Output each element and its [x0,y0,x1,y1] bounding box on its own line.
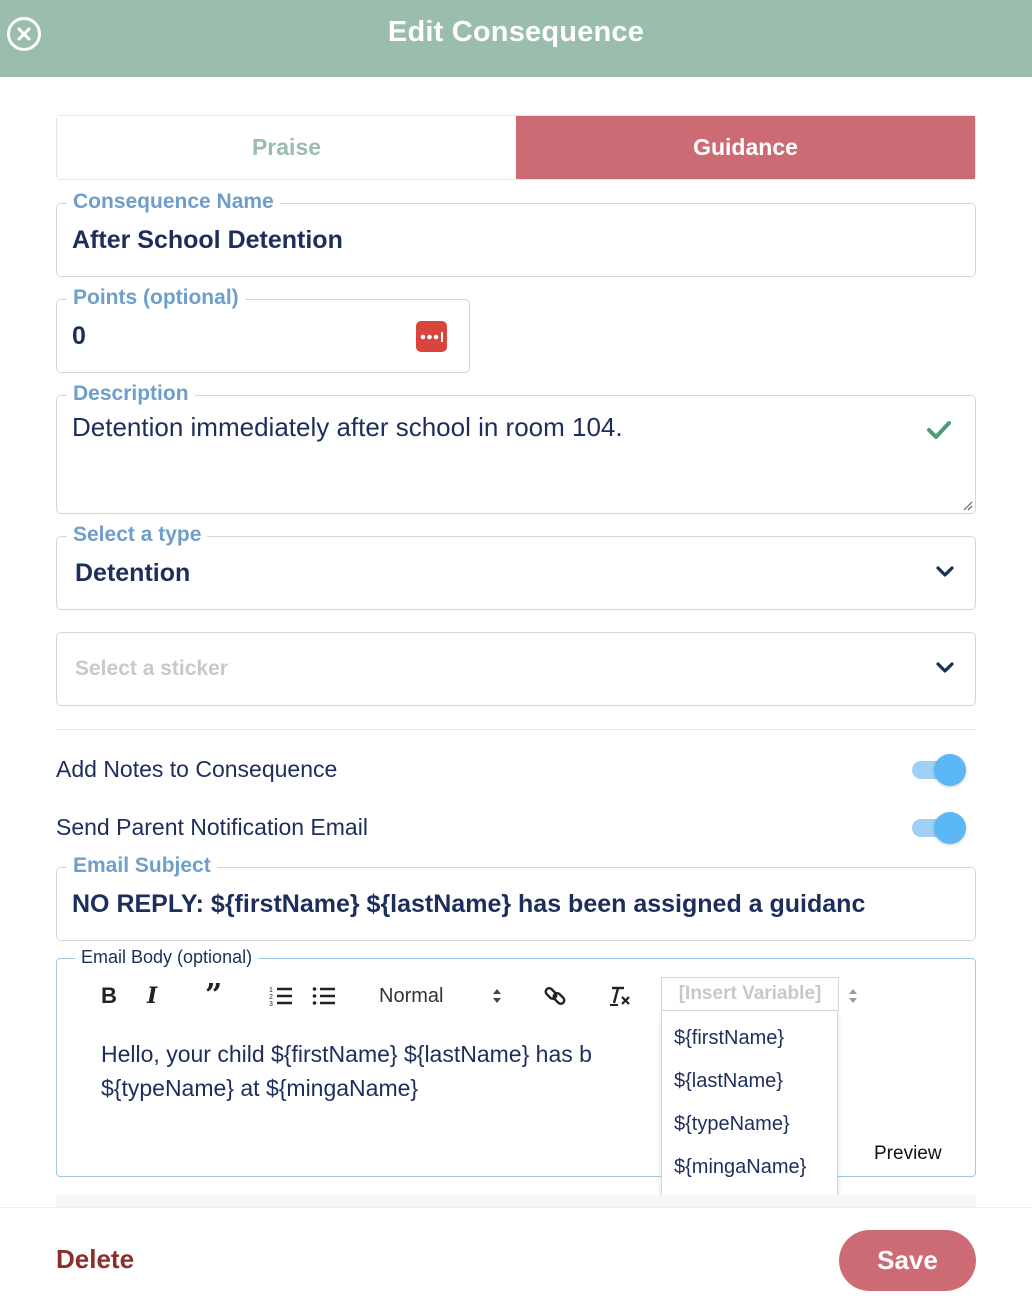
link-icon [543,984,567,1008]
bullet-list-icon [312,985,336,1007]
header-bar [0,0,1032,77]
svg-text:2: 2 [269,994,273,1001]
ordered-list-button[interactable] [269,983,293,1009]
points-input[interactable]: 0 [72,322,86,350]
chevron-down-icon [935,565,955,579]
clear-format-icon [608,984,632,1008]
section-divider [56,729,976,730]
bullet-list-button[interactable] [312,983,336,1009]
sticker-select-placeholder: Select a sticker [75,657,228,680]
heading-select[interactable]: Normal [379,984,444,1007]
points-field[interactable] [56,286,470,373]
description-label: Description [67,382,195,406]
points-label: Points (optional) [67,286,245,310]
email-subject-label: Email Subject [67,854,217,878]
parent-email-row [56,808,976,848]
add-notes-row [56,750,976,790]
email-subject-input[interactable]: NO REPLY: ${firstName} ${lastName} has been assigned a guidanc [72,890,866,918]
resize-handle-icon[interactable] [961,499,973,511]
check-icon [927,420,951,440]
link-button[interactable] [543,983,567,1009]
password-manager-icon[interactable] [416,321,447,352]
preview-button[interactable]: Preview [874,1143,942,1164]
add-notes-label: Add Notes to Consequence [56,756,338,782]
footer-bar [0,1207,1032,1308]
variable-option[interactable]: ${typeName} [674,1113,790,1135]
tab-praise[interactable]: Praise [57,116,516,179]
toggle-knob [934,812,966,844]
consequence-name-input[interactable]: After School Detention [72,226,343,254]
email-body-line: ${typeName} at ${mingaName} [101,1075,419,1101]
clear-format-button[interactable] [608,983,632,1009]
tab-bar [56,115,976,180]
ordered-list-icon [269,985,293,1007]
delete-button[interactable]: Delete [56,1244,135,1274]
variable-option[interactable]: ${mingaName} [674,1156,807,1178]
parent-email-toggle[interactable] [912,815,966,841]
insert-variable-dropdown [661,1011,838,1207]
sticker-select[interactable] [56,632,976,706]
tab-guidance[interactable]: Guidance [516,116,975,179]
type-select[interactable] [56,523,976,610]
insert-variable-select[interactable]: [Insert Variable] [661,977,839,1011]
svg-text:3: 3 [269,1001,273,1008]
chevron-down-icon [935,661,955,675]
sort-arrows-icon [491,987,503,1005]
description-field[interactable] [56,382,976,514]
blockquote-button[interactable]: ” [205,978,223,1013]
type-select-value: Detention [75,559,191,587]
page-title: Edit Consequence [387,16,645,48]
bold-button[interactable]: B [101,983,117,1008]
sort-arrows-icon [847,987,859,1005]
consequence-name-field[interactable] [56,190,976,277]
insert-variable-arrows[interactable] [847,983,859,1009]
svg-text:1: 1 [269,987,273,994]
add-notes-toggle[interactable] [912,757,966,783]
italic-button[interactable]: I [147,983,158,1009]
description-textarea[interactable]: Detention immediately after school in room 104. [72,412,623,442]
save-button[interactable]: Save [839,1230,976,1291]
email-body-content[interactable] [101,1037,592,1105]
email-body-line: Hello, your child ${firstName} ${lastName} has b [101,1041,592,1067]
heading-select-arrows[interactable] [491,983,503,1009]
email-subject-field[interactable] [56,854,976,941]
scroll-edge [56,1195,976,1207]
email-body-label: Email Body (optional) [75,947,258,968]
parent-email-label: Send Parent Notification Email [56,814,368,840]
toggle-knob [934,754,966,786]
email-body-editor [56,947,976,1177]
consequence-name-label: Consequence Name [67,190,280,214]
variable-option[interactable]: ${lastName} [674,1070,783,1092]
type-select-label: Select a type [67,523,207,547]
variable-option[interactable]: ${firstName} [674,1027,785,1049]
